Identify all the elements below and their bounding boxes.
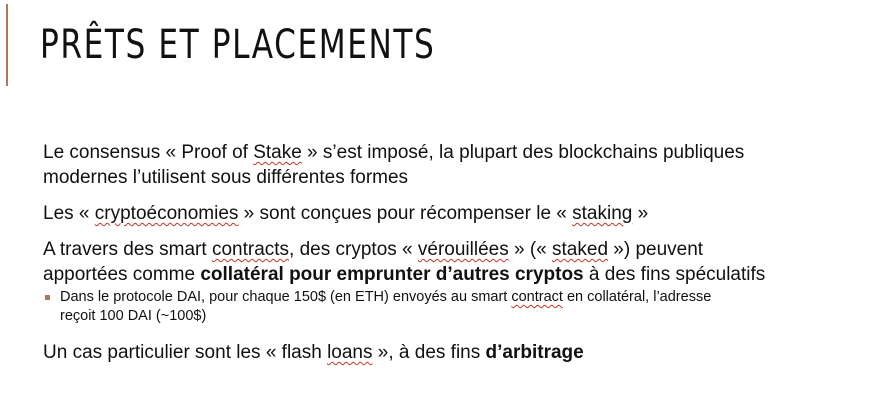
slide-content xyxy=(43,140,871,365)
paragraph-line: reçoit 100 DAI (~100$) xyxy=(60,308,207,324)
paragraph-cryptoeconomies xyxy=(43,201,871,226)
text-run: Dans le protocole DAI, pour chaque 150$ (en ETH) envoyés au smart xyxy=(60,289,512,305)
text-run: » sont conçues pour récompenser le « xyxy=(238,203,573,224)
spellcheck-word: staked xyxy=(552,239,609,260)
text-run: à des fins spéculatifs xyxy=(583,264,766,285)
paragraph-line xyxy=(60,288,871,307)
paragraph-proof-of-stake xyxy=(43,140,871,190)
spellcheck-word: contract xyxy=(511,289,563,305)
paragraph-line: modernes l’utilisent sous différentes formes xyxy=(43,167,409,188)
spellcheck-word: staking xyxy=(572,203,633,224)
text-run: » (« xyxy=(508,239,553,260)
text-run: , des cryptos « xyxy=(289,239,418,260)
text-run: apportées comme xyxy=(43,264,201,285)
paragraph-line xyxy=(43,340,871,365)
bold-text: d’arbitrage xyxy=(485,342,584,363)
slide-title: PRÊTS ET PLACEMENTS xyxy=(40,22,436,68)
spellcheck-word: cryptoéconomies xyxy=(94,203,239,224)
text-run: en collatéral, l’adresse xyxy=(562,289,712,305)
paragraph-line xyxy=(43,262,871,287)
paragraph-line xyxy=(43,140,871,165)
sub-bullet-dai xyxy=(43,288,871,326)
spellcheck-word: Stake xyxy=(253,142,302,163)
paragraph-line xyxy=(43,201,871,226)
text-run: » s’est imposé, la plupart des blockchains publiques xyxy=(301,142,745,163)
bold-text: collatéral pour emprunter d’autres cryptos xyxy=(200,264,584,285)
text-run: », à des fins xyxy=(372,342,486,363)
text-run: Un cas particulier sont les « flash xyxy=(43,342,328,363)
spellcheck-word: contracts xyxy=(211,239,290,260)
text-run: A travers des smart xyxy=(43,239,212,260)
text-run: Les « xyxy=(43,203,95,224)
spellcheck-word: vérouillées xyxy=(417,239,509,260)
text-run: Le consensus « Proof of xyxy=(43,142,254,163)
paragraph-flash-loans xyxy=(43,340,871,365)
title-accent-bar xyxy=(6,4,8,86)
text-run: ») peuvent xyxy=(608,239,704,260)
text-run: » xyxy=(632,203,649,224)
paragraph-line xyxy=(43,237,871,262)
spellcheck-word: loans xyxy=(327,342,373,363)
paragraph-smart-contracts xyxy=(43,237,871,287)
square-bullet-icon xyxy=(45,295,50,300)
